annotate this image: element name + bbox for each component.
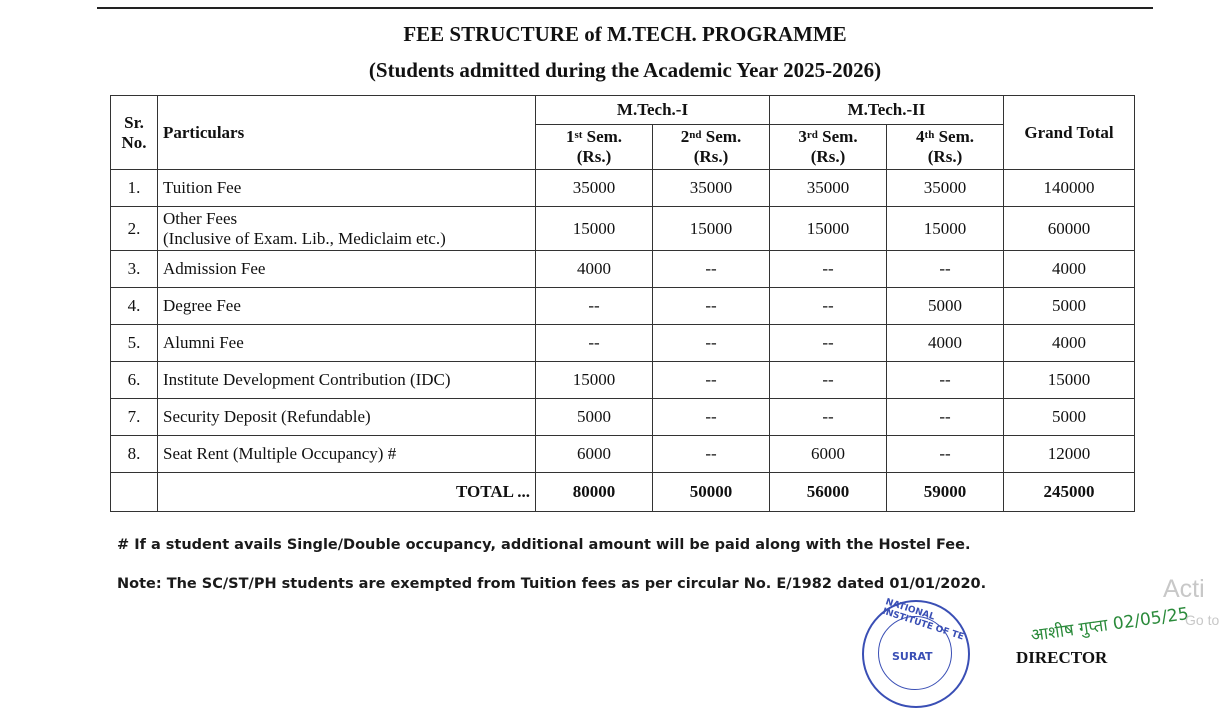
- row-sem4: 4000: [887, 325, 1004, 362]
- table-row: [111, 362, 1135, 399]
- row-sem1: --: [536, 325, 653, 362]
- header-mtech-1: M.Tech.-I: [536, 96, 770, 125]
- row-sr: 7.: [111, 399, 158, 436]
- page-title: FEE STRUCTURE of M.TECH. PROGRAMME: [403, 22, 847, 46]
- institute-stamp: [862, 597, 970, 708]
- table-row: [111, 251, 1135, 288]
- row-particular: Seat Rent (Multiple Occupancy) #: [158, 436, 536, 473]
- activation-watermark: Acti: [1163, 575, 1205, 603]
- total-sem4: 59000: [887, 473, 1004, 512]
- row-sem4: 35000: [887, 170, 1004, 207]
- row-sem3: 15000: [770, 207, 887, 251]
- row-particular: Alumni Fee: [158, 325, 536, 362]
- row-sr: 2.: [111, 207, 158, 251]
- row-particular: Tuition Fee: [158, 170, 536, 207]
- header-particulars: Particulars: [158, 96, 536, 170]
- row-sr: 1.: [111, 170, 158, 207]
- row-sem4: 15000: [887, 207, 1004, 251]
- row-sem2: 35000: [653, 170, 770, 207]
- row-sem3: --: [770, 251, 887, 288]
- header-mtech-2: M.Tech.-II: [770, 96, 1004, 125]
- row-sem4: --: [887, 251, 1004, 288]
- row-particular: [158, 207, 536, 251]
- row-total: 60000: [1004, 207, 1135, 251]
- row-total: 140000: [1004, 170, 1135, 207]
- row-total: 5000: [1004, 399, 1135, 436]
- header-sem-1: 1st Sem. (Rs.): [536, 125, 653, 170]
- row-total: 5000: [1004, 288, 1135, 325]
- row-sem3: --: [770, 362, 887, 399]
- row-sem4: --: [887, 436, 1004, 473]
- header-sem-4: 4th Sem. (Rs.): [887, 125, 1004, 170]
- row-total: 12000: [1004, 436, 1135, 473]
- table-row: [111, 207, 1135, 251]
- total-row-sr-blank: [111, 473, 158, 512]
- hostel-note: # If a student avails Single/Double occupancy, additional amount will be paid along with the Hostel Fee.: [117, 537, 971, 553]
- header-grand-total: Grand Total: [1004, 96, 1135, 170]
- total-grand: 245000: [1004, 473, 1135, 512]
- row-total: 15000: [1004, 362, 1135, 399]
- total-row: [111, 473, 1135, 512]
- row-sem2: --: [653, 399, 770, 436]
- exemption-note: Note: The SC/ST/PH students are exempted from Tuition fees as per circular No. E/1982 dated 01/01/2020.: [117, 576, 987, 592]
- row-total: 4000: [1004, 251, 1135, 288]
- row-particular: Degree Fee: [158, 288, 536, 325]
- row-sem4: --: [887, 362, 1004, 399]
- row-sem1: 15000: [536, 207, 653, 251]
- row-particular: Institute Development Contribution (IDC): [158, 362, 536, 399]
- header-sr-label: Sr. No.: [121, 112, 147, 152]
- stamp-center-text: SURAT: [892, 650, 933, 663]
- row-sr: 4.: [111, 288, 158, 325]
- total-label: TOTAL ...: [158, 473, 536, 512]
- row-sem4: 5000: [887, 288, 1004, 325]
- stamp-top-text: NATIONAL INSTITUTE OF TE: [881, 597, 965, 643]
- row-sem1: 4000: [536, 251, 653, 288]
- fee-table: [110, 95, 1135, 512]
- row-particular-main: Other Fees: [163, 208, 238, 228]
- table-row: [111, 399, 1135, 436]
- row-sem3: --: [770, 288, 887, 325]
- row-sem1: --: [536, 288, 653, 325]
- row-sr: 6.: [111, 362, 158, 399]
- row-sem3: 6000: [770, 436, 887, 473]
- director-label: DIRECTOR: [1016, 648, 1108, 667]
- header-sem-2: 2nd Sem. (Rs.): [653, 125, 770, 170]
- row-particular: Admission Fee: [158, 251, 536, 288]
- row-particular: Security Deposit (Refundable): [158, 399, 536, 436]
- row-particular-detail: (Inclusive of Exam. Lib., Mediclaim etc.): [163, 228, 446, 248]
- row-total: 4000: [1004, 325, 1135, 362]
- row-sem2: --: [653, 362, 770, 399]
- row-sem3: --: [770, 325, 887, 362]
- row-sem2: --: [653, 288, 770, 325]
- director-signature: आशीष गुप्ता 02/05/25: [1029, 604, 1191, 646]
- total-sem2: 50000: [653, 473, 770, 512]
- header-sr: [111, 96, 158, 170]
- row-sr: 5.: [111, 325, 158, 362]
- row-sem3: 35000: [770, 170, 887, 207]
- row-sem1: 5000: [536, 399, 653, 436]
- table-row: [111, 325, 1135, 362]
- row-sem4: --: [887, 399, 1004, 436]
- row-sem2: --: [653, 325, 770, 362]
- total-sem1: 80000: [536, 473, 653, 512]
- row-sem2: --: [653, 251, 770, 288]
- table-row: [111, 288, 1135, 325]
- activation-watermark-sub: Go to: [1185, 612, 1220, 628]
- table-row: [111, 436, 1135, 473]
- row-sr: 8.: [111, 436, 158, 473]
- top-rule: [97, 7, 1153, 9]
- header-sem-3: 3rd Sem. (Rs.): [770, 125, 887, 170]
- row-sem2: 15000: [653, 207, 770, 251]
- row-sem3: --: [770, 399, 887, 436]
- row-sem2: --: [653, 436, 770, 473]
- row-sem1: 6000: [536, 436, 653, 473]
- row-sem1: 35000: [536, 170, 653, 207]
- row-sr: 3.: [111, 251, 158, 288]
- row-sem1: 15000: [536, 362, 653, 399]
- page-subtitle: (Students admitted during the Academic Year 2025-2026): [368, 58, 882, 82]
- table-row: [111, 170, 1135, 207]
- total-sem3: 56000: [770, 473, 887, 512]
